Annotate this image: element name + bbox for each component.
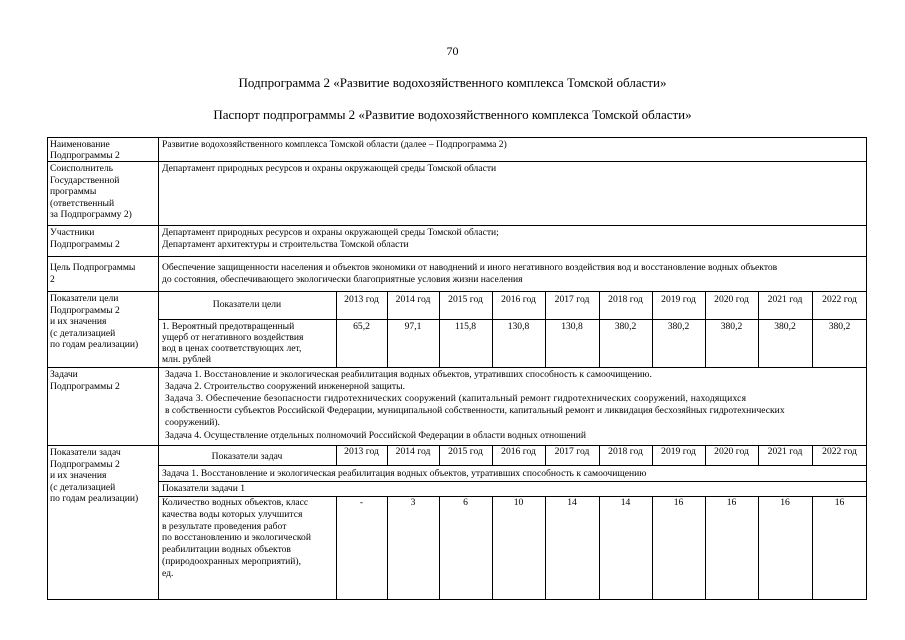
- goal-indicator-value: 115,8: [454, 321, 477, 332]
- task-indicator-name: в результате проведения работ: [162, 520, 287, 532]
- row-label-name: Подпрограммы 2: [50, 150, 120, 161]
- table-border-bottom: [47, 599, 867, 600]
- row-label-task-indicators: Показатели задач: [50, 447, 121, 458]
- task-year-header: 2014 год: [395, 446, 431, 457]
- goal-indicator-value: 97,1: [404, 321, 422, 332]
- row-label-tasks: Подпрограммы 2: [50, 381, 120, 392]
- passport-table: [47, 137, 867, 600]
- task-year-header: 2020 год: [714, 446, 749, 457]
- task-indicator-value: 10: [513, 497, 524, 508]
- column-divider: [705, 496, 706, 600]
- task-indicator-value: 16: [780, 497, 790, 508]
- goal-year-header: 2022 год: [822, 294, 857, 305]
- goal-year-header: 2020 год: [714, 294, 749, 305]
- row-label-coexecutor: Государственной: [50, 174, 120, 186]
- goal-indicator-value: 130,8: [561, 321, 583, 332]
- row-divider: [47, 225, 867, 226]
- passport-title: Паспорт подпрограммы 2 «Развитие водохозяйственного комплекса Томской области»: [213, 107, 692, 122]
- task-indicator-value: 16: [673, 497, 684, 508]
- row-value-goal: Обеспечение защищенности населения и объектов экономики от наводнений и иного негативного воздействия вод и восстановление водных объектов: [162, 262, 778, 273]
- task-year-header: 2013 год: [344, 446, 379, 457]
- column-divider: [545, 445, 546, 465]
- goal-indicator-value: 65,2: [353, 321, 370, 332]
- row-value-participants: Департамент архитектуры и строительства Томской области: [162, 239, 409, 250]
- column-divider: [387, 496, 388, 600]
- table-border-left: [47, 137, 48, 600]
- column-divider: [492, 445, 493, 465]
- goal-indicators-header: Показатели цели: [212, 299, 282, 310]
- row-value-participants: Департамент природных ресурсов и охраны окружающей среды Томской области;: [162, 227, 499, 238]
- column-divider: [812, 445, 813, 465]
- row-label-tasks: Задачи: [50, 369, 78, 380]
- task-1-heading: Задача 1. Восстановление и экологическая реабилитация водных объектов, утративших способность к самоочищению: [162, 468, 647, 479]
- row-label-goal-indicators: (с детализацией: [50, 327, 116, 339]
- goal-year-header: 2013 год: [344, 294, 379, 305]
- task-indicator-name: (природоохранных мероприятий),: [162, 556, 302, 567]
- task-1-indicators-heading: Показатели задачи 1: [162, 483, 246, 494]
- goal-year-header: 2017 год: [554, 294, 590, 305]
- task-indicator-name: качества воды которых улучшится: [162, 508, 303, 520]
- goal-indicator-value: 380,2: [720, 321, 743, 332]
- row-label-task-indicators: Подпрограммы 2: [50, 458, 120, 470]
- column-divider: [758, 445, 759, 465]
- task-year-header: 2015 год: [448, 446, 483, 457]
- row-label-task-indicators: (с детализацией: [50, 481, 116, 493]
- row-label-task-indicators: и их значения: [50, 470, 107, 481]
- goal-year-header: 2018 год: [608, 294, 643, 305]
- task-indicator-name: Количество водных объектов, класс: [162, 497, 309, 508]
- row-label-task-indicators: по годам реализации): [50, 493, 139, 504]
- goal-year-header: 2016 год: [501, 294, 536, 305]
- column-divider: [705, 445, 706, 465]
- task-4-text: Задача 4. Осуществление отдельных полномочий Российской Федерации в области водных отношений: [165, 430, 586, 441]
- task-1-text: Задача 1. Восстановление и экологическая реабилитация водных объектов, утративших способность к самоочищению.: [165, 369, 652, 380]
- row-label-coexecutor: за Подпрограмму 2): [50, 209, 132, 220]
- task-indicator-value: 6: [463, 497, 468, 508]
- column-divider: [336, 496, 337, 600]
- column-divider: [599, 445, 600, 465]
- row-divider: [47, 291, 867, 292]
- goal-indicator-name: 1. Вероятный предотвращенный: [162, 321, 295, 332]
- row-label-coexecutor: (ответственный: [50, 197, 115, 209]
- task-year-header: 2021 год: [767, 446, 803, 457]
- task-indicator-value: -: [359, 497, 364, 508]
- task-year-header: 2017 год: [554, 446, 590, 457]
- row-label-goal-indicators: и их значения: [50, 316, 107, 327]
- goal-indicator-name: млн. рублей: [162, 354, 211, 365]
- row-value-coexecutor: Департамент природных ресурсов и охраны окружающей среды Томской области: [162, 163, 497, 174]
- row-divider: [47, 256, 867, 257]
- column-divider: [158, 137, 159, 600]
- goal-indicator-value: 380,2: [828, 321, 851, 332]
- column-divider: [336, 445, 337, 465]
- goal-indicator-value: 380,2: [774, 321, 796, 332]
- table-border-right: [866, 137, 867, 600]
- row-value-goal: до состояния, обеспечивающего экологически благоприятные условия жизни населения: [162, 274, 523, 285]
- row-divider: [158, 481, 867, 482]
- task-indicator-value: 14: [567, 497, 577, 508]
- column-divider: [652, 445, 653, 465]
- task-2-text: Задача 2. Строительство сооружений инженерной защиты.: [165, 381, 405, 392]
- page-number: 70: [446, 44, 459, 58]
- column-divider: [652, 496, 653, 600]
- task-3-text: сооружений).: [165, 417, 220, 428]
- row-label-goal-indicators: по годам реализации): [50, 339, 139, 350]
- row-label-goal-indicators: Подпрограммы 2: [50, 304, 120, 316]
- goal-indicator-name: вод в ценах соответствующих лет,: [162, 343, 302, 354]
- task-year-header: 2022 год: [822, 446, 857, 457]
- row-label-participants: Участники: [50, 227, 95, 238]
- row-label-goal: 2: [50, 273, 55, 285]
- task-3-text: в собственности субъектов Российской Федерации, муниципальной собственности, капитальный ремонт и ликвидация бесхозяйных гидротехнических: [165, 405, 785, 416]
- task-indicator-name: ед.: [162, 567, 174, 579]
- goal-indicator-name: ущерб от негативного воздействия: [162, 332, 304, 343]
- goal-indicator-value: 380,2: [667, 321, 690, 332]
- column-divider: [812, 496, 813, 600]
- column-divider: [599, 496, 600, 600]
- goal-year-header: 2021 год: [767, 294, 803, 305]
- task-3-text: Задача 3. Обеспечение безопасности гидротехнических сооружений (капитальный ремонт гидротехнических сооружений, находящихся: [165, 393, 747, 404]
- task-indicator-name: по восстановлению и экологической: [162, 532, 311, 544]
- column-divider: [387, 445, 388, 465]
- task-indicator-value: 14: [620, 497, 631, 508]
- task-year-header: 2016 год: [501, 446, 536, 457]
- goal-year-header: 2019 год: [661, 294, 696, 305]
- column-divider: [439, 496, 440, 600]
- row-divider: [47, 161, 867, 162]
- row-label-coexecutor: программы: [50, 186, 97, 197]
- row-divider: [47, 367, 867, 368]
- goal-year-header: 2015 год: [448, 294, 483, 305]
- row-label-participants: Подпрограммы 2: [50, 239, 120, 250]
- row-divider: [158, 319, 867, 320]
- goal-indicator-value: 130,8: [507, 321, 530, 332]
- task-indicator-value: 3: [410, 497, 416, 508]
- row-label-name: Наименование: [50, 139, 110, 150]
- task-year-header: 2018 год: [608, 446, 643, 457]
- goal-year-header: 2014 год: [395, 294, 431, 305]
- task-indicator-value: 16: [726, 497, 737, 508]
- task-indicator-name: реабилитации водных объектов: [162, 544, 291, 556]
- task-indicator-value: 16: [834, 497, 845, 508]
- task-indicators-header: Показатели задач: [211, 451, 283, 462]
- goal-indicator-value: 380,2: [614, 321, 637, 332]
- row-value-name: Развитие водохозяйственного комплекса Томской области (далее – Подпрограмма 2): [162, 139, 507, 150]
- row-label-goal: Цель Подпрограммы: [50, 262, 136, 273]
- column-divider: [492, 496, 493, 600]
- subprogram-title: Подпрограмма 2 «Развитие водохозяйственного комплекса Томской области»: [238, 75, 667, 90]
- row-label-coexecutor: Соисполнитель: [50, 163, 114, 174]
- column-divider: [758, 496, 759, 600]
- row-label-goal-indicators: Показатели цели: [50, 293, 119, 304]
- column-divider: [545, 496, 546, 600]
- table-border-top: [47, 137, 867, 138]
- row-divider: [158, 465, 867, 466]
- column-divider: [439, 445, 440, 465]
- task-year-header: 2019 год: [661, 446, 696, 457]
